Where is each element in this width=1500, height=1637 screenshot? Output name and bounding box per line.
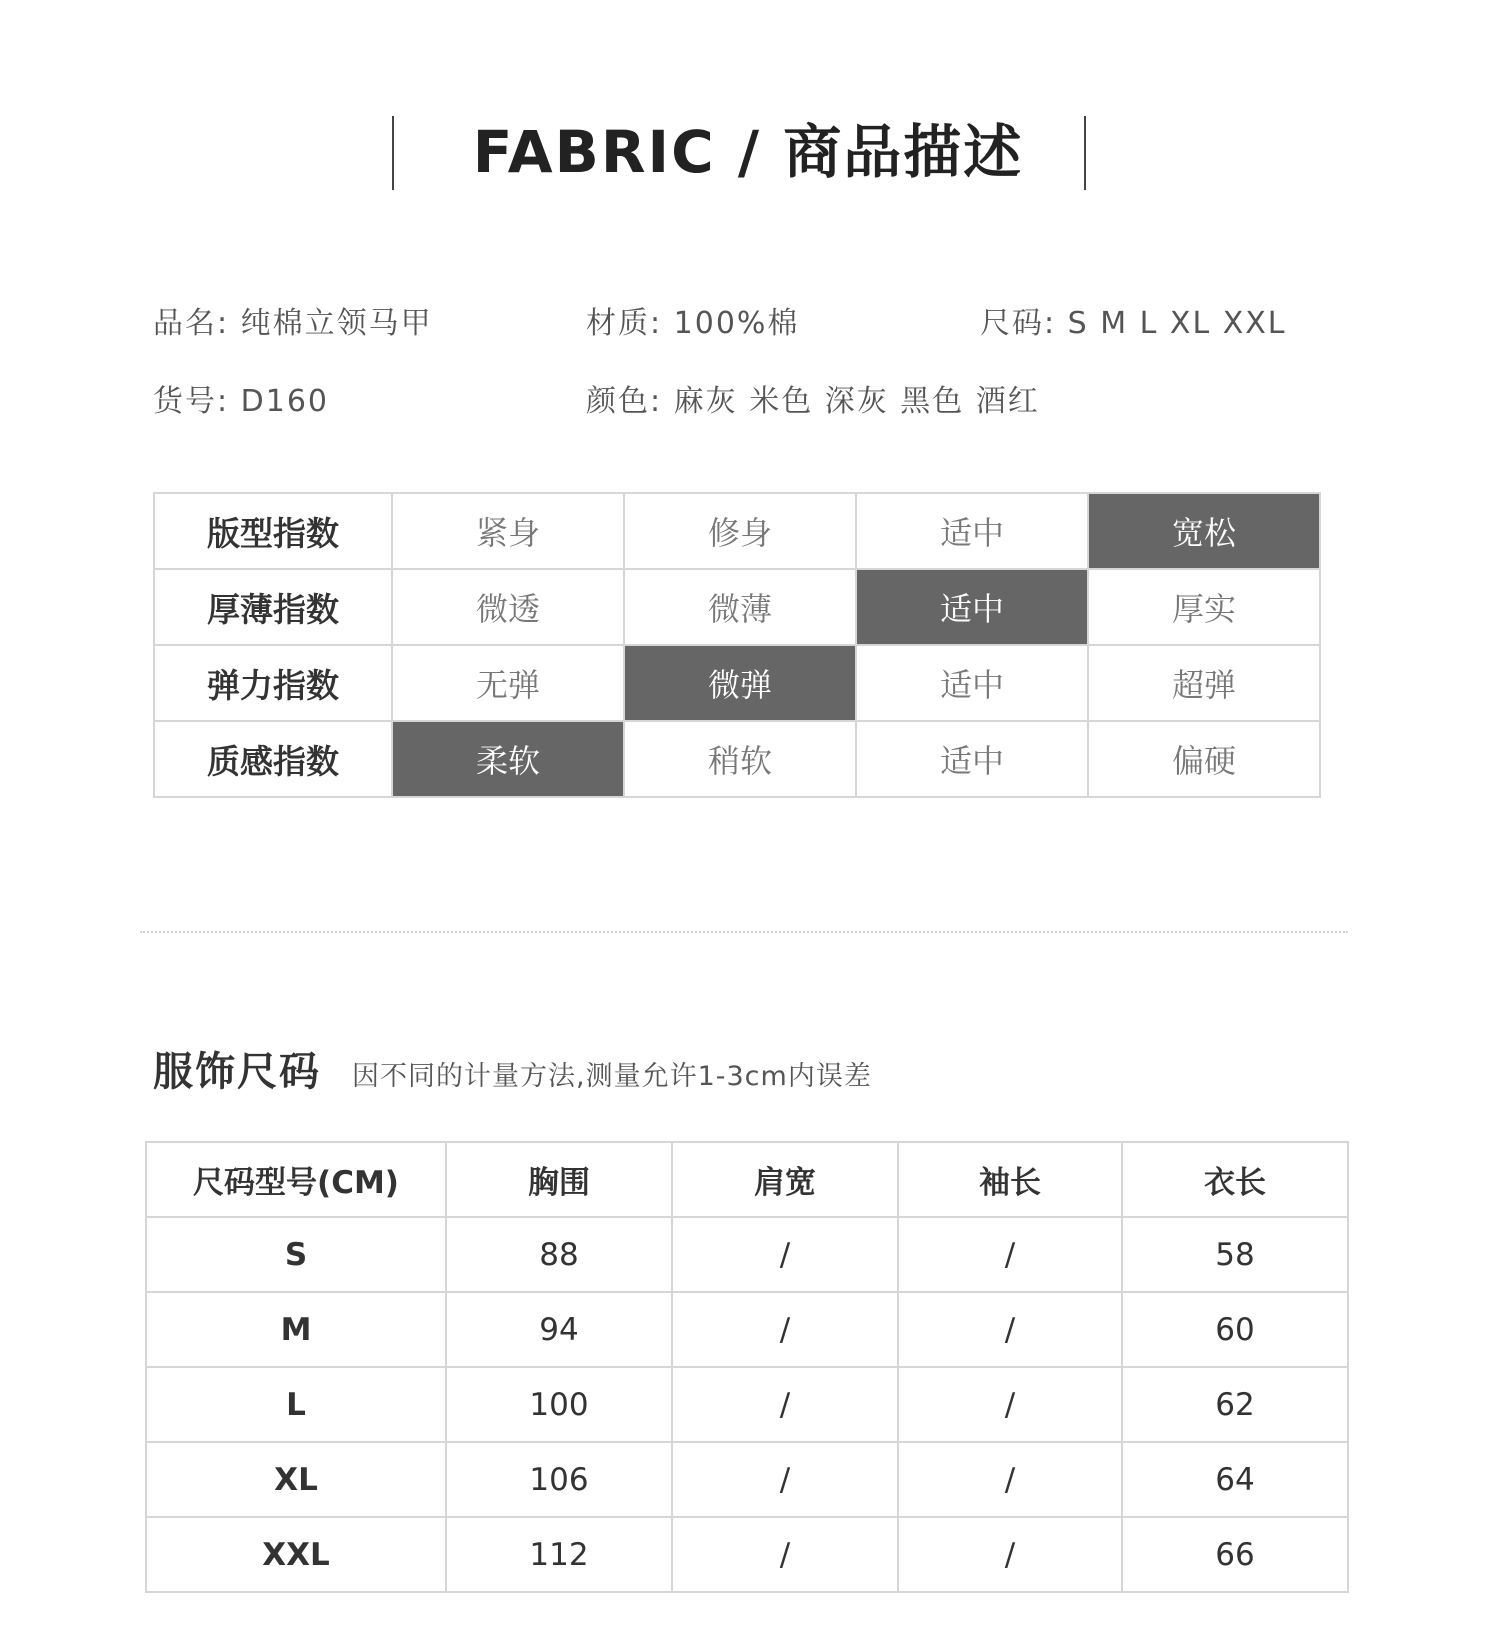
index-label: 厚薄指数 (154, 569, 392, 645)
product-colors-value: 麻灰 米色 深灰 黑色 酒红 (673, 384, 1040, 419)
size-cell: 64 (1122, 1442, 1348, 1517)
size-table-row (146, 1367, 1348, 1442)
index-option: 厚实 (1088, 569, 1320, 645)
product-name-value: 纯棉立领马甲 (240, 306, 433, 341)
size-header-cell: 胸围 (446, 1142, 672, 1217)
fabric-index-table (153, 492, 1321, 798)
product-colors-label: 颜色: (586, 384, 663, 419)
product-sizes (980, 298, 1287, 342)
header-right-rule (1084, 116, 1086, 190)
size-cell: 62 (1122, 1367, 1348, 1442)
product-sizes-value: S M L XL XXL (1067, 306, 1287, 341)
size-cell: / (898, 1217, 1122, 1292)
index-label: 弹力指数 (154, 645, 392, 721)
index-label: 质感指数 (154, 721, 392, 797)
product-code (153, 376, 329, 420)
size-cell: L (146, 1367, 446, 1442)
index-option: 微弹 (624, 645, 856, 721)
product-code-value: D160 (240, 384, 330, 419)
index-option: 紧身 (392, 493, 624, 569)
header-left-rule (392, 116, 394, 190)
size-table-row (146, 1517, 1348, 1592)
fabric-index-row (154, 645, 1320, 721)
product-name-label: 品名: (153, 306, 230, 341)
size-section-title: 服饰尺码 (153, 1049, 321, 1095)
size-table-header (146, 1142, 1348, 1217)
size-cell: XL (146, 1442, 446, 1517)
size-cell: 60 (1122, 1292, 1348, 1367)
size-table-row (146, 1442, 1348, 1517)
product-material-label: 材质: (586, 306, 663, 341)
size-cell: / (672, 1367, 898, 1442)
index-option: 超弹 (1088, 645, 1320, 721)
size-table (145, 1141, 1349, 1593)
index-option: 适中 (856, 493, 1088, 569)
size-cell: / (672, 1217, 898, 1292)
index-option: 柔软 (392, 721, 624, 797)
size-cell: 94 (446, 1292, 672, 1367)
fabric-index-row (154, 569, 1320, 645)
size-cell: 112 (446, 1517, 672, 1592)
product-material-value: 100%棉 (673, 306, 800, 341)
size-table-row (146, 1217, 1348, 1292)
size-cell: 106 (446, 1442, 672, 1517)
product-colors (586, 376, 1040, 420)
index-option: 适中 (856, 645, 1088, 721)
size-cell: / (672, 1442, 898, 1517)
size-cell: / (898, 1517, 1122, 1592)
index-option: 偏硬 (1088, 721, 1320, 797)
index-option: 无弹 (392, 645, 624, 721)
index-option: 修身 (624, 493, 856, 569)
fabric-index-row (154, 493, 1320, 569)
product-name (153, 298, 433, 342)
size-cell: XXL (146, 1517, 446, 1592)
index-option: 适中 (856, 721, 1088, 797)
size-header-cell: 尺码型号(CM) (146, 1142, 446, 1217)
size-header-cell: 肩宽 (672, 1142, 898, 1217)
product-material (586, 298, 799, 342)
index-option: 微薄 (624, 569, 856, 645)
index-option: 微透 (392, 569, 624, 645)
index-option: 宽松 (1088, 493, 1320, 569)
size-cell: / (672, 1292, 898, 1367)
index-label: 版型指数 (154, 493, 392, 569)
fabric-index-row (154, 721, 1320, 797)
index-option: 适中 (856, 569, 1088, 645)
size-cell: / (898, 1292, 1122, 1367)
size-cell: 66 (1122, 1517, 1348, 1592)
size-cell: S (146, 1217, 446, 1292)
section-divider (140, 931, 1348, 933)
size-cell: M (146, 1292, 446, 1367)
size-cell: / (898, 1367, 1122, 1442)
size-section-note: 因不同的计量方法,测量允许1-3cm内误差 (352, 1061, 872, 1092)
size-cell: 58 (1122, 1217, 1348, 1292)
size-header-cell: 衣长 (1122, 1142, 1348, 1217)
page-title: FABRIC / 商品描述 (472, 118, 1024, 186)
size-cell: 88 (446, 1217, 672, 1292)
size-cell: 100 (446, 1367, 672, 1442)
product-code-label: 货号: (153, 384, 230, 419)
index-option: 稍软 (624, 721, 856, 797)
product-sizes-label: 尺码: (980, 306, 1057, 341)
size-cell: / (898, 1442, 1122, 1517)
size-header-cell: 袖长 (898, 1142, 1122, 1217)
size-cell: / (672, 1517, 898, 1592)
size-table-row (146, 1292, 1348, 1367)
